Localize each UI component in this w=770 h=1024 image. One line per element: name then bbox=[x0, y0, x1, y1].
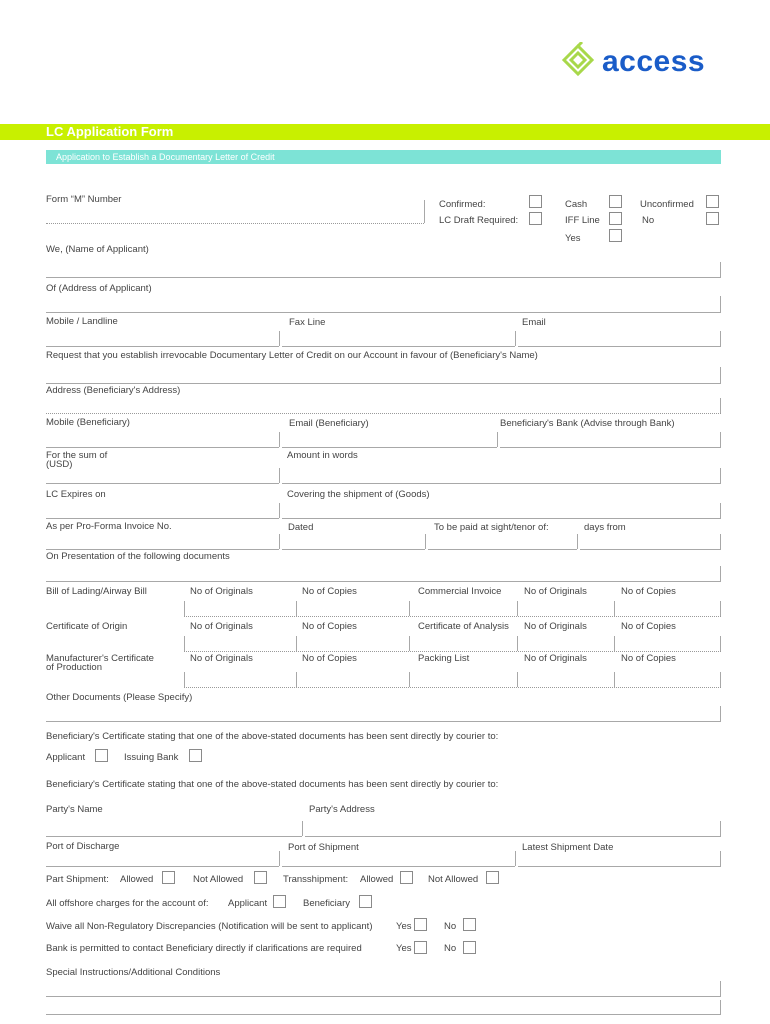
days-from-edge bbox=[720, 534, 721, 549]
covering-label: Covering the shipment of (Goods) bbox=[287, 489, 430, 500]
commercial-invoice-label: Commercial Invoice bbox=[418, 586, 502, 597]
applicant-address-input[interactable] bbox=[46, 312, 721, 313]
fax-input[interactable] bbox=[282, 346, 515, 347]
part-allowed-label: Allowed bbox=[120, 874, 154, 885]
packing-originals-label: No of Originals bbox=[524, 653, 587, 664]
other-docs-label: Other Documents (Please Specify) bbox=[46, 692, 193, 703]
applicant-name-label: We, (Name of Applicant) bbox=[46, 244, 149, 255]
doc-row2-inputs[interactable] bbox=[184, 651, 721, 652]
invoice-copies-label: No of Copies bbox=[621, 586, 676, 597]
amount-words-edge bbox=[720, 468, 721, 483]
ben-address-edge bbox=[720, 398, 721, 413]
ben-cert-label: Beneficiary's Certificate stating that one of the above-stated documents has been sent directly by courier to: bbox=[46, 731, 499, 742]
waive-yes-checkbox[interactable] bbox=[414, 918, 427, 931]
grid-tick bbox=[184, 601, 185, 616]
offshore-label: All offshore charges for the account of: bbox=[46, 898, 209, 909]
manufacturer-label-line2: of Production bbox=[46, 662, 102, 673]
confirmed-checkbox[interactable] bbox=[529, 195, 542, 208]
part-allowed-checkbox[interactable] bbox=[162, 871, 175, 884]
packing-list-label: Packing List bbox=[418, 653, 470, 664]
manufacturer-copies-label: No of Copies bbox=[302, 653, 357, 664]
expires-input[interactable] bbox=[46, 518, 279, 519]
iff-line-label: IFF Line bbox=[565, 215, 600, 226]
form-subtitle: Application to Establish a Documentary Letter of Credit bbox=[56, 152, 275, 162]
ben-address-label: Address (Beneficiary's Address) bbox=[46, 385, 181, 396]
sum-edge bbox=[279, 468, 280, 483]
cash-checkbox[interactable] bbox=[609, 195, 622, 208]
covering-input[interactable] bbox=[282, 518, 721, 519]
form-title: LC Application Form bbox=[46, 124, 174, 139]
ben-email-input[interactable] bbox=[282, 447, 497, 448]
bill-lading-copies-label: No of Copies bbox=[302, 586, 357, 597]
paid-at-label: To be paid at sight/tenor of: bbox=[434, 522, 549, 533]
dated-label: Dated bbox=[288, 522, 314, 533]
doc-row1-inputs[interactable] bbox=[184, 616, 721, 617]
trans-allowed-label: Allowed bbox=[360, 874, 394, 885]
latest-shipment-input[interactable] bbox=[518, 866, 721, 867]
grid-tick bbox=[517, 672, 518, 687]
grid-tick bbox=[614, 672, 615, 687]
special-input-line1[interactable] bbox=[46, 996, 721, 997]
applicant-name-edge bbox=[720, 262, 721, 277]
offshore-beneficiary-checkbox[interactable] bbox=[359, 895, 372, 908]
email-edge bbox=[720, 331, 721, 346]
port-shipment-label: Port of Shipment bbox=[288, 842, 359, 853]
port-discharge-edge bbox=[279, 851, 280, 866]
confirmed-label: Confirmed: bbox=[439, 199, 486, 210]
doc-row3-inputs[interactable] bbox=[184, 687, 721, 688]
no-checkbox[interactable] bbox=[706, 212, 719, 225]
proforma-input[interactable] bbox=[46, 549, 279, 550]
mobile-edge bbox=[279, 331, 280, 346]
grid-tick bbox=[720, 636, 721, 651]
sum-input[interactable] bbox=[46, 483, 279, 484]
applicant-checkbox[interactable] bbox=[95, 749, 108, 762]
party-address-edge bbox=[720, 821, 721, 836]
tenor-edge bbox=[577, 534, 578, 549]
transshipment-label: Transshipment: bbox=[283, 874, 349, 885]
lc-draft-checkbox[interactable] bbox=[529, 212, 542, 225]
proforma-label: As per Pro-Forma Invoice No. bbox=[46, 521, 172, 532]
dated-input[interactable] bbox=[282, 549, 425, 550]
analysis-originals-label: No of Originals bbox=[524, 621, 587, 632]
grid-tick bbox=[409, 601, 410, 616]
applicant-name-input[interactable] bbox=[46, 277, 721, 278]
iff-line-checkbox[interactable] bbox=[609, 212, 622, 225]
special-edge-2 bbox=[720, 1000, 721, 1014]
ben-email-edge bbox=[497, 432, 498, 447]
grid-tick bbox=[614, 601, 615, 616]
ben-cert-label-2: Beneficiary's Certificate stating that one of the above-stated documents has been sent directly by courier to: bbox=[46, 779, 499, 790]
packing-copies-label: No of Copies bbox=[621, 653, 676, 664]
manufacturer-label: Manufacturer's Certificate bbox=[46, 653, 154, 664]
manufacturer-originals-label: No of Originals bbox=[190, 653, 253, 664]
part-not-allowed-checkbox[interactable] bbox=[254, 871, 267, 884]
grid-tick bbox=[296, 672, 297, 687]
dated-edge bbox=[425, 534, 426, 549]
grid-tick bbox=[409, 672, 410, 687]
ben-mobile-edge bbox=[279, 432, 280, 447]
waive-no-label: No bbox=[444, 921, 457, 932]
brand-name: access bbox=[602, 45, 706, 78]
grid-tick bbox=[517, 601, 518, 616]
yes-label: Yes bbox=[565, 233, 581, 244]
grid-tick bbox=[720, 601, 721, 616]
party-name-input[interactable] bbox=[46, 836, 302, 837]
form-m-input[interactable] bbox=[46, 223, 424, 224]
grid-tick bbox=[296, 601, 297, 616]
proforma-edge bbox=[279, 534, 280, 549]
party-address-input[interactable] bbox=[305, 836, 721, 837]
ben-bank-edge bbox=[720, 432, 721, 447]
days-from-input[interactable] bbox=[580, 549, 721, 550]
contact-yes-checkbox[interactable] bbox=[414, 941, 427, 954]
expires-edge bbox=[279, 503, 280, 518]
grid-tick bbox=[184, 636, 185, 651]
other-docs-input[interactable] bbox=[46, 721, 721, 722]
presentation-label: On Presentation of the following documents bbox=[46, 551, 230, 562]
beneficiary-name-input[interactable] bbox=[46, 383, 721, 384]
form-m-input-edge bbox=[424, 200, 425, 223]
applicant-option-label: Applicant bbox=[46, 752, 86, 763]
email-input[interactable] bbox=[518, 346, 721, 347]
grid-tick bbox=[296, 636, 297, 651]
mobile-label: Mobile / Landline bbox=[46, 316, 118, 327]
days-from-label: days from bbox=[584, 522, 626, 533]
ben-email-label: Email (Beneficiary) bbox=[289, 418, 369, 429]
ben-mobile-label: Mobile (Beneficiary) bbox=[46, 417, 130, 428]
presentation-input[interactable] bbox=[46, 581, 721, 582]
special-input-line2[interactable] bbox=[46, 1014, 721, 1015]
form-m-label: Form “M” Number bbox=[46, 194, 122, 205]
tenor-input[interactable] bbox=[428, 549, 577, 550]
grid-tick bbox=[614, 636, 615, 651]
no-label: No bbox=[642, 215, 655, 226]
applicant-address-edge bbox=[720, 296, 721, 312]
waive-no-checkbox[interactable] bbox=[463, 918, 476, 931]
special-edge-1 bbox=[720, 981, 721, 996]
latest-shipment-label: Latest Shipment Date bbox=[522, 842, 614, 853]
waive-label: Waive all Non-Regulatory Discrepancies (Notification will be sent to applicant) bbox=[46, 921, 373, 932]
mobile-input[interactable] bbox=[46, 346, 279, 347]
offshore-beneficiary-label: Beneficiary bbox=[303, 898, 350, 909]
port-shipment-input[interactable] bbox=[282, 866, 515, 867]
cert-analysis-label: Certificate of Analysis bbox=[418, 621, 509, 632]
access-logo-icon bbox=[560, 42, 600, 78]
grid-tick bbox=[517, 636, 518, 651]
beneficiary-name-edge bbox=[720, 367, 721, 383]
fax-label: Fax Line bbox=[289, 317, 326, 328]
presentation-edge bbox=[720, 566, 721, 581]
grid-tick bbox=[409, 636, 410, 651]
trans-allowed-checkbox[interactable] bbox=[400, 871, 413, 884]
ben-address-input[interactable] bbox=[46, 413, 721, 414]
ben-bank-input[interactable] bbox=[500, 447, 721, 448]
contact-yes-label: Yes bbox=[396, 943, 412, 954]
special-label: Special Instructions/Additional Conditions bbox=[46, 967, 221, 978]
party-name-edge bbox=[302, 821, 303, 836]
latest-shipment-edge bbox=[720, 851, 721, 866]
sum-currency-label: (USD) bbox=[46, 459, 73, 470]
ben-bank-label: Beneficiary's Bank (Advise through Bank) bbox=[500, 418, 675, 429]
contact-label: Bank is permitted to contact Beneficiary directly if clarifications are required bbox=[46, 943, 362, 954]
ben-mobile-input[interactable] bbox=[46, 447, 279, 448]
fax-edge bbox=[515, 331, 516, 346]
cert-origin-copies-label: No of Copies bbox=[302, 621, 357, 632]
bill-lading-label: Bill of Lading/Airway Bill bbox=[46, 586, 147, 597]
contact-no-checkbox[interactable] bbox=[463, 941, 476, 954]
offshore-applicant-label: Applicant bbox=[228, 898, 268, 909]
issuing-bank-checkbox[interactable] bbox=[189, 749, 202, 762]
other-docs-edge bbox=[720, 706, 721, 721]
bill-lading-originals-label: No of Originals bbox=[190, 586, 253, 597]
cash-label: Cash bbox=[565, 199, 588, 210]
grid-tick bbox=[184, 672, 185, 687]
request-label: Request that you establish irrevocable Documentary Letter of Credit on our Account in favour of (Beneficiary's Name) bbox=[46, 350, 538, 361]
grid-tick bbox=[720, 672, 721, 687]
trans-not-allowed-label: Not Allowed bbox=[428, 874, 479, 885]
trans-not-allowed-checkbox[interactable] bbox=[486, 871, 499, 884]
yes-checkbox[interactable] bbox=[609, 229, 622, 242]
offshore-applicant-checkbox[interactable] bbox=[273, 895, 286, 908]
amount-words-label: Amount in words bbox=[287, 450, 358, 461]
party-address-label: Party's Address bbox=[309, 804, 375, 815]
analysis-copies-label: No of Copies bbox=[621, 621, 676, 632]
port-shipment-edge bbox=[515, 851, 516, 866]
expires-label: LC Expires on bbox=[46, 489, 106, 500]
cert-origin-originals-label: No of Originals bbox=[190, 621, 253, 632]
contact-no-label: No bbox=[444, 943, 457, 954]
lc-draft-label: LC Draft Required: bbox=[439, 215, 519, 226]
email-label: Email bbox=[522, 317, 546, 328]
issuing-bank-label: Issuing Bank bbox=[124, 752, 179, 763]
unconfirmed-label: Unconfirmed bbox=[640, 199, 694, 210]
covering-edge bbox=[720, 503, 721, 518]
part-not-allowed-label: Not Allowed bbox=[193, 874, 244, 885]
port-discharge-input[interactable] bbox=[46, 866, 279, 867]
applicant-address-label: Of (Address of Applicant) bbox=[46, 283, 152, 294]
port-discharge-label: Port of Discharge bbox=[46, 841, 120, 852]
part-shipment-label: Part Shipment: bbox=[46, 874, 109, 885]
waive-yes-label: Yes bbox=[396, 921, 412, 932]
party-name-label: Party's Name bbox=[46, 804, 103, 815]
amount-words-input[interactable] bbox=[282, 483, 721, 484]
cert-origin-label: Certificate of Origin bbox=[46, 621, 128, 632]
unconfirmed-checkbox[interactable] bbox=[706, 195, 719, 208]
sum-label: For the sum of bbox=[46, 450, 108, 461]
invoice-originals-label: No of Originals bbox=[524, 586, 587, 597]
